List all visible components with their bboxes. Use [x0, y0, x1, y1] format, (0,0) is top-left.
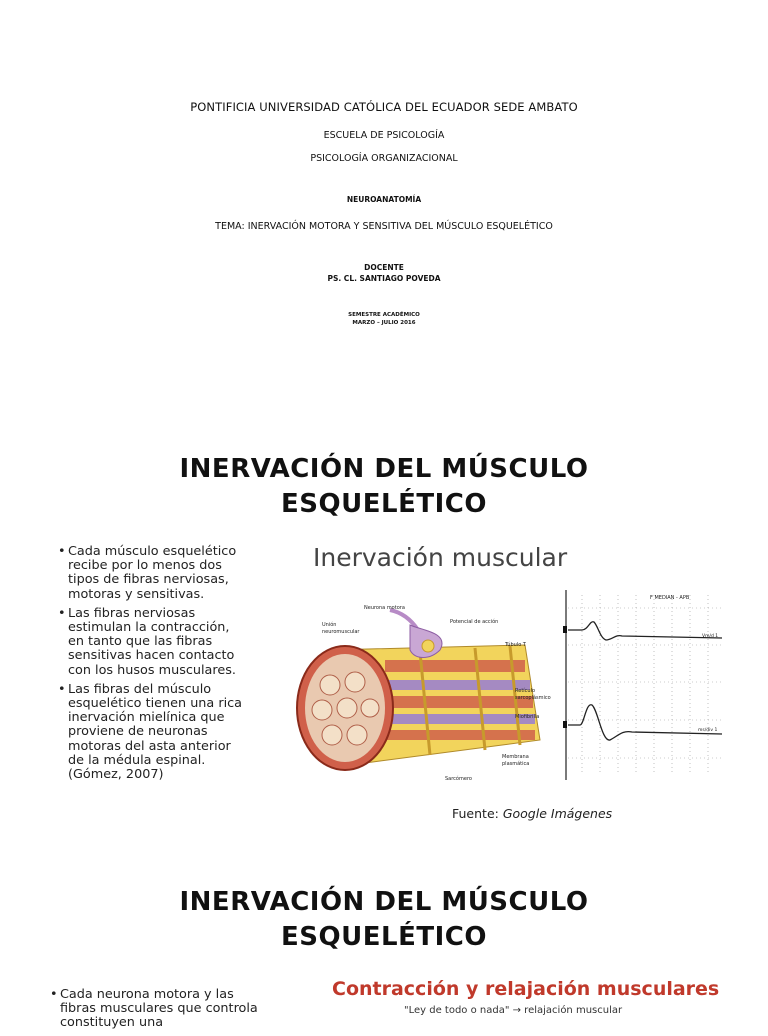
- school-name: ESCUELA DE PSICOLOGÍA: [323, 130, 445, 141]
- slide1-bullet-2: • Las fibras nerviosas estimulan la contracción, en tanto que las fibras sensitivas hacen contacto con los husos musculares.: [58, 607, 248, 678]
- label-myofibril: Miofibrilla: [515, 714, 540, 720]
- label-nmj-1: Unión: [322, 622, 337, 628]
- slide1-bullet-1: • Cada músculo esquelético recibe por lo menos dos tipos de fibras nerviosas, motoras y sensitivas.: [58, 545, 248, 602]
- trace-header: F MEDIAN - APB: [650, 595, 690, 601]
- teacher-name: PS. CL. SANTIAGO POVEDA: [327, 274, 441, 283]
- trace-bottom-marker: [563, 721, 567, 728]
- label-motor-neuron: Neurona motora: [364, 605, 405, 611]
- label-sarcomere: Sarcómero: [445, 776, 472, 782]
- slide2-bullet-1: • Cada neurona motora y las fibras musculares que controla constituyen una: [50, 988, 260, 1031]
- label-sarcoplasmic-1: Retículo: [515, 688, 536, 694]
- label-sarcoplasmic-2: sarcoplásmico: [515, 695, 551, 701]
- label-membrane-2: plasmática: [502, 761, 530, 767]
- emg-trace-panel: [562, 590, 727, 780]
- label-nmj-2: neuromuscular: [322, 629, 360, 635]
- slide1-title: [0, 452, 768, 522]
- trace-scale-bottom: ms/div 1: [698, 728, 718, 733]
- slide1-title-line1: INERVACIÓN DEL MÚSCULO: [179, 454, 589, 484]
- trace-top-marker: [563, 626, 567, 633]
- slide2-title-line2: ESQUELÉTICO: [281, 922, 487, 952]
- subject-name: PSICOLOGÍA ORGANIZACIONAL: [310, 153, 458, 164]
- slide2-title: [0, 885, 768, 955]
- slide2-image-title: Contracción y relajación musculares: [332, 978, 720, 1000]
- label-action-potential: Potencial de acción: [450, 619, 499, 625]
- slide1-bullet-3: • Las fibras del músculo esquelético tienen una rica inervación mielínica que proviene de neuronas motoras del asta anterior de la médula espinal. (Gómez, 2007): [58, 683, 248, 782]
- label-membrane-1: Membrana: [502, 754, 529, 760]
- course-name: NEUROANATOMÍA: [346, 195, 422, 204]
- muscle-fiber-diagram: [290, 590, 565, 785]
- fiber-cross-section: [297, 646, 393, 770]
- slide2-title-line1: INERVACIÓN DEL MÚSCULO: [179, 887, 589, 917]
- topic-line: TEMA: INERVACIÓN MOTORA Y SENSITIVA DEL MÚSCULO ESQUELÉTICO: [215, 221, 553, 232]
- caption-source: Google Imágenes: [502, 806, 613, 821]
- slide1-bullet-list: [58, 545, 248, 787]
- label-t-tubule: Túbulo T: [505, 642, 526, 648]
- semester-label: SEMESTRE ACADÉMICO: [348, 312, 420, 318]
- slide2-image-subtitle: "Ley de todo o nada" → relajación muscular: [404, 1005, 623, 1016]
- semester-dates: MARZO – JULIO 2016: [352, 320, 416, 326]
- university-name: PONTIFICIA UNIVERSIDAD CATÓLICA DEL ECUADOR SEDE AMBATO: [190, 100, 578, 114]
- slide1-image-caption: [452, 806, 612, 821]
- slide1-image-title: Inervación muscular: [313, 543, 568, 572]
- slide2-bullet-list: [50, 988, 260, 1036]
- trace-scale-top: Vm/d 1: [702, 634, 719, 639]
- teacher-label: DOCENTE: [364, 263, 404, 272]
- caption-prefix: Fuente:: [452, 806, 503, 821]
- slide1-title-line2: ESQUELÉTICO: [281, 489, 487, 519]
